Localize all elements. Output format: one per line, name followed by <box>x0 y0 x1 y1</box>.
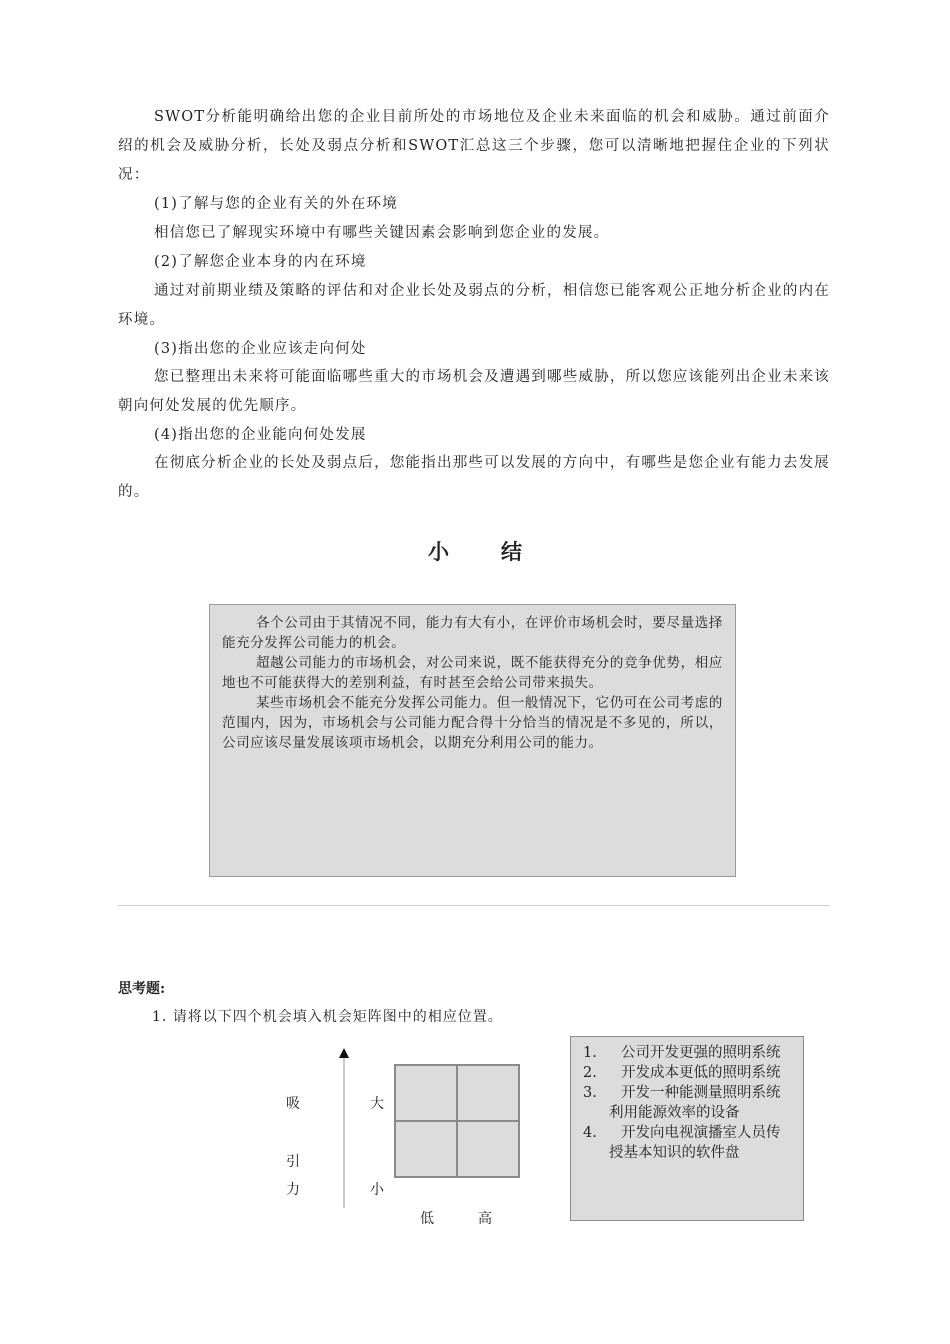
summary-paragraph: 各个公司由于其情况不同，能力有大有小，在评价市场机会时，要尽量选择能充分发挥公司能力的机会。 <box>222 615 723 651</box>
summary-title-char-2: 结 <box>501 539 522 564</box>
matrix-cell[interactable] <box>395 1065 457 1121</box>
item-2-body: 通过对前期业绩及策略的评估和对企业长处及弱点的分析，相信您已能客观公正地分析企业的内在环境。 <box>118 283 830 328</box>
options-box <box>570 1036 804 1221</box>
option-text: 开发成本更低的照明系统 <box>621 1065 781 1081</box>
item-4-body: 在彻底分析企业的长处及弱点后，您能指出那些可以发展的方向中，有哪些是您企业有能力去发展的。 <box>118 455 830 500</box>
item-3-body: 您已整理出未来将可能面临哪些重大的市场机会及遭遇到哪些威胁，所以您应该能列出企业未来该朝向何处发展的优先顺序。 <box>118 369 830 414</box>
summary-box <box>209 604 736 877</box>
option-item <box>581 1083 793 1123</box>
option-item <box>581 1043 793 1063</box>
axis-arrow-icon <box>339 1048 349 1058</box>
option-number: 2. <box>583 1065 597 1081</box>
summary-title <box>0 536 950 566</box>
item-2-heading: (2)了解您企业本身的内在环境 <box>154 254 367 270</box>
y-axis-label-char: 引 <box>286 1154 300 1170</box>
summary-paragraph: 某些市场机会不能充分发挥公司能力。但一般情况下，它仍可在公司考虑的范围内，因为，市场机会与公司能力配合得十分恰当的情况是不多见的，所以，公司应该尽量发展该项市场机会，以期充分利用公司的能力。 <box>222 695 723 751</box>
item-3-heading: (3)指出您的企业应该走向何处 <box>154 341 367 357</box>
item-4-heading: (4)指出您的企业能向何处发展 <box>154 427 367 443</box>
option-text: 公司开发更强的照明系统 <box>621 1045 781 1061</box>
item-1-heading: (1)了解与您的企业有关的外在环境 <box>154 196 398 212</box>
y-low-label: 小 <box>370 1182 384 1198</box>
summary-title-char-1: 小 <box>428 539 449 564</box>
y-axis-label-char: 吸 <box>286 1096 300 1112</box>
vertical-axis <box>336 1046 352 1210</box>
option-number: 4. <box>583 1125 597 1141</box>
x-low-label: 低 <box>420 1211 434 1227</box>
item-1-body: 相信您已了解现实环境中有哪些关键因素会影响到您企业的发展。 <box>154 225 610 241</box>
intro-paragraph: SWOT分析能明确给出您的企业目前所处的市场地位及企业未来面临的机会和威胁。通过前面介绍的机会及威胁分析，长处及弱点分析和SWOT汇总这三个步骤，您可以清晰地把握住企业的下列状况： <box>118 109 830 183</box>
x-high-label: 高 <box>478 1211 492 1227</box>
questions-heading: 思考题: <box>118 981 166 997</box>
opportunity-matrix <box>394 1064 520 1178</box>
option-number: 3. <box>583 1085 597 1101</box>
option-text: 开发向电视演播室人员传授基本知识的软件盘 <box>609 1125 781 1161</box>
summary-paragraph: 超越公司能力的市场机会，对公司来说，既不能获得充分的竞争优势，相应地也不可能获得大的差别利益，有时甚至会给公司带来损失。 <box>222 655 723 691</box>
matrix-cell[interactable] <box>395 1121 457 1177</box>
option-item <box>581 1123 793 1163</box>
question-1: 1. 请将以下四个机会填入机会矩阵图中的相应位置。 <box>152 1009 503 1025</box>
option-text: 开发一种能测量照明系统利用能源效率的设备 <box>609 1085 781 1121</box>
y-axis-label-char: 力 <box>286 1182 300 1198</box>
option-number: 1. <box>583 1045 597 1061</box>
matrix-cell[interactable] <box>457 1121 519 1177</box>
y-high-label: 大 <box>370 1096 384 1112</box>
matrix-cell[interactable] <box>457 1065 519 1121</box>
section-divider <box>118 905 830 906</box>
option-item <box>581 1063 793 1083</box>
